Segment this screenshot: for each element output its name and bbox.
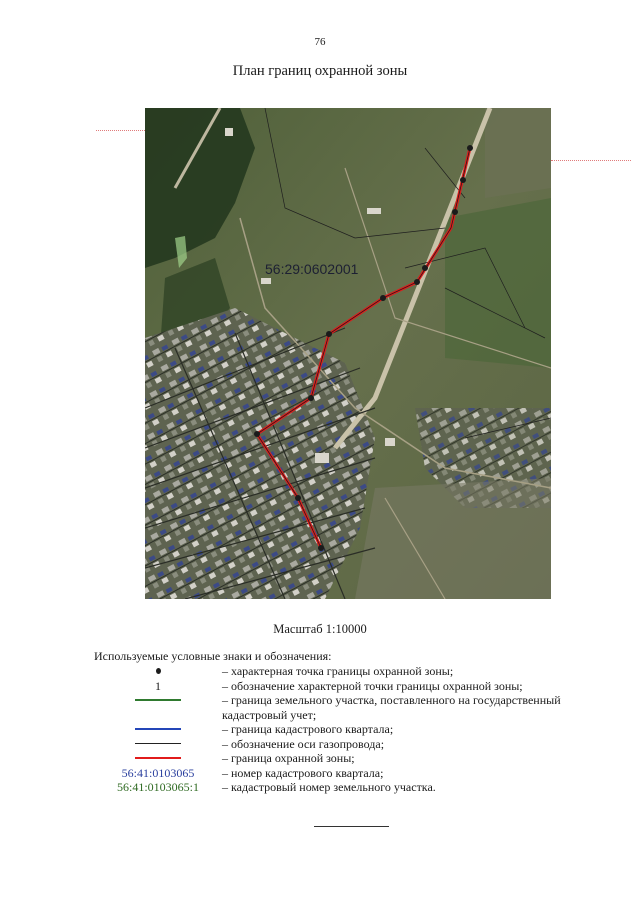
legend-description: – кадастровый номер земельного участка. bbox=[222, 780, 436, 794]
quarter-number-symbol: 56:41:0103065 bbox=[121, 765, 195, 780]
legend-description: – обозначение оси газопровода; bbox=[222, 736, 385, 751]
scale-label: Масштаб 1:10000 bbox=[273, 622, 367, 636]
footer-rule bbox=[314, 826, 389, 827]
legend-row bbox=[94, 693, 614, 722]
trim-line bbox=[551, 160, 631, 161]
legend-description: – обозначение характерной точки границы охранной зоны; bbox=[222, 678, 523, 693]
page-title: План границ охранной зоны bbox=[232, 63, 408, 79]
legend-symbol bbox=[94, 737, 222, 752]
legend-row bbox=[94, 722, 614, 737]
parcel-boundary-symbol bbox=[135, 699, 181, 701]
legend-symbol bbox=[94, 766, 222, 781]
field-area bbox=[485, 108, 551, 198]
legend-description: – номер кадастрового квартала; bbox=[222, 765, 384, 780]
legend-symbol bbox=[94, 780, 222, 795]
legend-heading: Используемые условные знаки и обозначения: bbox=[94, 649, 332, 663]
legend-description: – граница охранной зоны; bbox=[222, 751, 355, 765]
pipeline-axis-symbol bbox=[135, 743, 181, 744]
map-canvas bbox=[145, 108, 551, 599]
legend-description: – граница кадастрового квартала; bbox=[222, 722, 394, 736]
point-number-symbol: 1 bbox=[155, 678, 161, 693]
field-area bbox=[445, 198, 551, 368]
legend-row bbox=[94, 664, 614, 679]
satellite-map bbox=[145, 108, 551, 599]
protection-zone-symbol bbox=[135, 757, 181, 759]
legend-row bbox=[94, 780, 614, 795]
quarter-boundary-symbol bbox=[135, 728, 181, 730]
legend-row bbox=[94, 737, 614, 752]
boundary-point-symbol bbox=[156, 668, 161, 674]
legend-symbol bbox=[94, 664, 222, 679]
legend-row bbox=[94, 766, 614, 781]
legend-row bbox=[94, 679, 614, 694]
legend-row bbox=[94, 751, 614, 766]
legend-description: – граница земельного участка, поставленного на государственный кадастровый учет; bbox=[222, 693, 561, 722]
legend-symbol bbox=[94, 751, 222, 766]
legend-symbol bbox=[94, 693, 222, 708]
legend-symbol bbox=[94, 722, 222, 737]
bare-ground bbox=[355, 478, 551, 599]
quarter-number-label: 56:29:0602001 bbox=[265, 261, 359, 277]
legend bbox=[94, 664, 614, 795]
trim-line bbox=[96, 130, 145, 131]
page-number: 76 bbox=[314, 36, 326, 48]
legend-description: – характерная точка границы охранной зоны; bbox=[222, 664, 454, 678]
parcel-number-symbol: 56:41:0103065:1 bbox=[116, 780, 199, 794]
legend-symbol bbox=[94, 679, 222, 694]
